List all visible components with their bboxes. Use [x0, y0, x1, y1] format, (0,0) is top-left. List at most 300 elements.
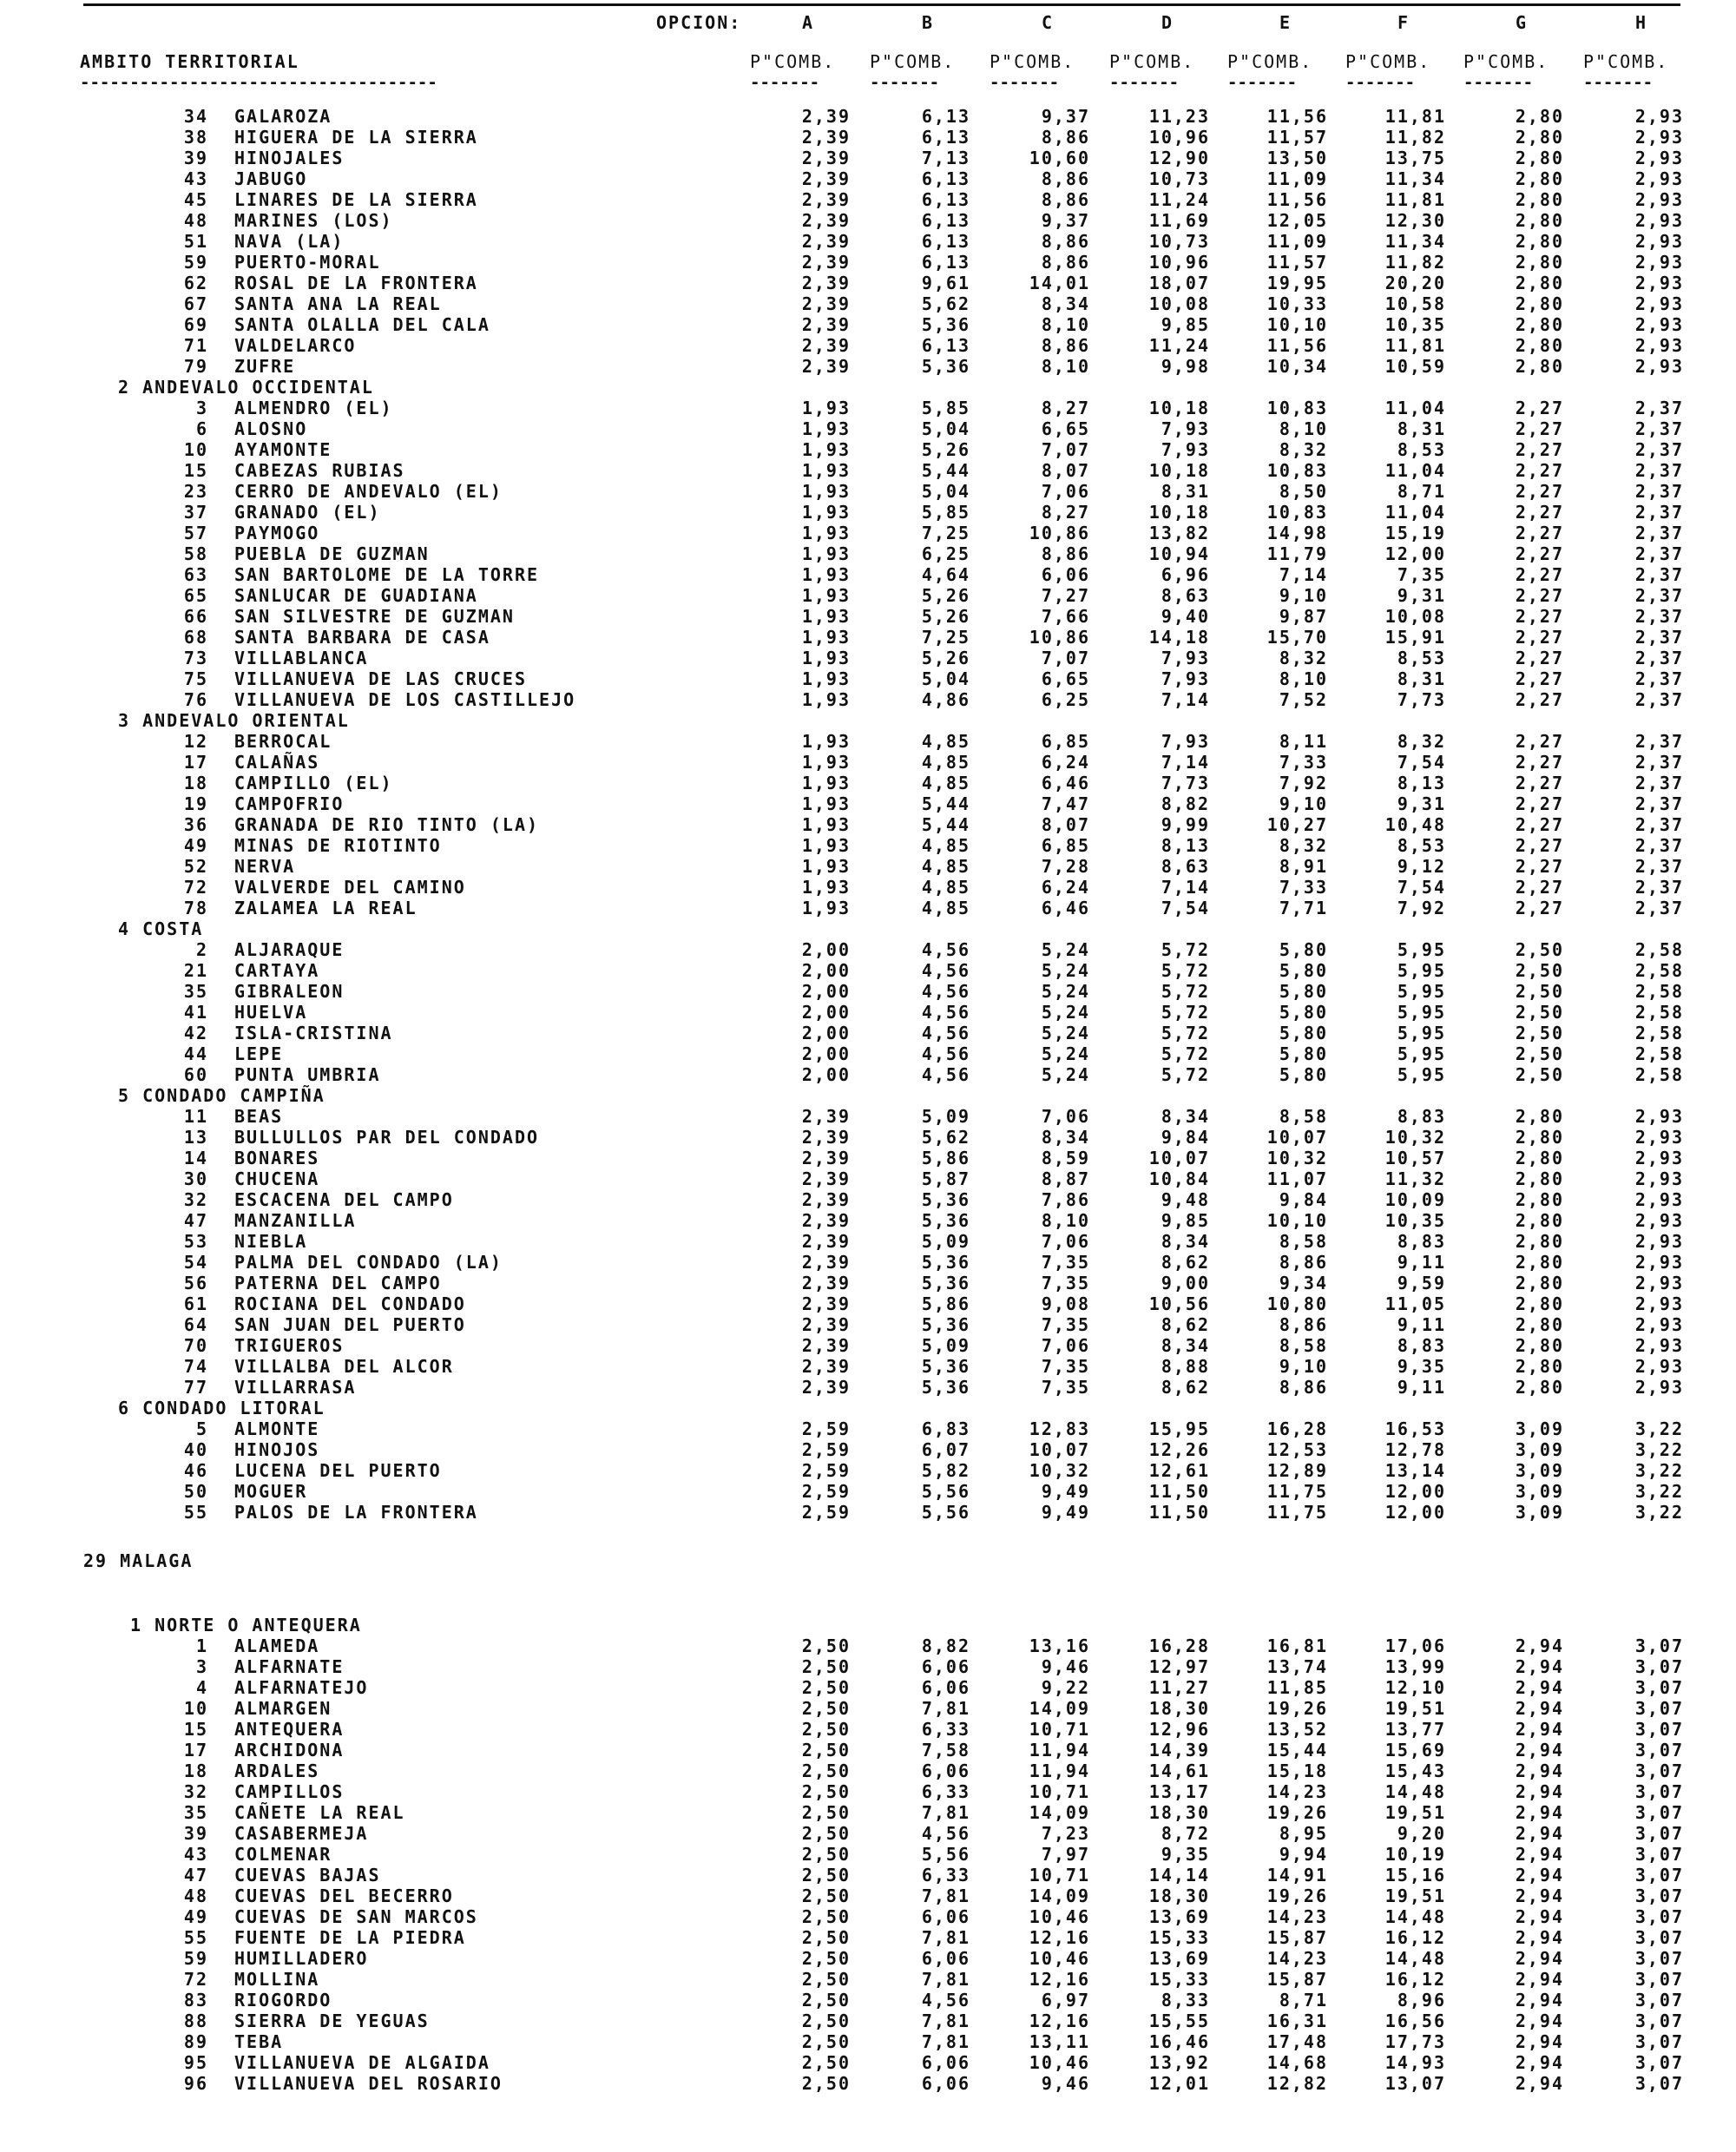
municipality-code: 14 [183, 1148, 208, 1168]
municipality-code: 52 [183, 856, 208, 877]
value-cell-d: 8,63 [1161, 856, 1210, 877]
municipality-name: ROSAL DE LA FRONTERA [234, 273, 478, 293]
value-cell-g: 2,27 [1515, 502, 1564, 523]
value-cell-a: 2,50 [801, 1677, 851, 1698]
value-cell-a: 2,39 [801, 189, 851, 210]
column-underline-a: ------- [750, 76, 820, 89]
value-cell-e: 7,52 [1279, 689, 1328, 710]
value-cell-f: 12,10 [1384, 1677, 1446, 1698]
value-cell-e: 14,23 [1266, 1906, 1328, 1927]
value-cell-d: 5,72 [1161, 960, 1210, 981]
value-cell-a: 2,50 [801, 1865, 851, 1885]
table-row [0, 2011, 1736, 2031]
value-cell-b: 4,56 [921, 1823, 970, 1844]
value-cell-d: 13,69 [1148, 1948, 1210, 1969]
value-cell-c: 14,09 [1029, 1802, 1090, 1823]
table-row [0, 1293, 1736, 1314]
value-cell-b: 5,36 [921, 1273, 970, 1293]
value-cell-f: 14,93 [1384, 2052, 1446, 2073]
value-cell-d: 8,34 [1161, 1335, 1210, 1356]
value-cell-a: 2,59 [801, 1481, 851, 1502]
value-cell-h: 2,37 [1634, 606, 1684, 627]
top-rule [83, 3, 1680, 6]
value-cell-g: 2,80 [1515, 106, 1564, 127]
table-row [0, 1189, 1736, 1210]
value-cell-f: 13,77 [1384, 1719, 1446, 1740]
value-cell-a: 2,50 [801, 1656, 851, 1677]
value-cell-e: 15,44 [1266, 1740, 1328, 1760]
table-row [0, 793, 1736, 814]
value-cell-g: 2,27 [1515, 752, 1564, 773]
value-cell-h: 2,37 [1634, 523, 1684, 543]
value-cell-b: 4,56 [921, 981, 970, 1002]
municipality-code: 30 [183, 1168, 208, 1189]
value-cell-h: 2,93 [1634, 1356, 1684, 1377]
value-cell-h: 2,93 [1634, 1189, 1684, 1210]
value-cell-d: 7,93 [1161, 439, 1210, 460]
value-cell-g: 2,27 [1515, 689, 1564, 710]
value-cell-a: 1,93 [801, 835, 851, 856]
municipality-name: TRIGUEROS [234, 1335, 345, 1356]
value-cell-a: 1,93 [801, 418, 851, 439]
municipality-name: VILLABLANCA [234, 648, 369, 668]
municipality-name: GRANADA DE RIO TINTO (LA) [234, 814, 540, 835]
value-cell-e: 7,14 [1279, 564, 1328, 585]
value-cell-b: 5,04 [921, 668, 970, 689]
value-cell-h: 3,07 [1634, 1948, 1684, 1969]
value-cell-f: 7,35 [1397, 564, 1446, 585]
value-cell-f: 19,51 [1384, 1885, 1446, 1906]
value-cell-a: 2,50 [801, 1823, 851, 1844]
value-cell-e: 11,75 [1266, 1481, 1328, 1502]
value-cell-h: 3,07 [1634, 1823, 1684, 1844]
municipality-name: GIBRALEON [234, 981, 345, 1002]
value-cell-b: 7,81 [921, 1802, 970, 1823]
municipality-code: 32 [183, 1189, 208, 1210]
municipality-name: ALFARNATE [234, 1656, 345, 1677]
value-cell-g: 2,27 [1515, 731, 1564, 752]
value-cell-f: 13,14 [1384, 1460, 1446, 1481]
group-heading: 3 ANDEVALO ORIENTAL [118, 710, 350, 731]
table-row [0, 1023, 1736, 1043]
value-cell-b: 5,04 [921, 418, 970, 439]
table-row [0, 856, 1736, 877]
value-cell-g: 2,94 [1515, 1635, 1564, 1656]
value-cell-g: 2,27 [1515, 898, 1564, 918]
value-cell-e: 9,94 [1279, 1844, 1328, 1865]
value-cell-b: 7,25 [921, 523, 970, 543]
value-cell-e: 19,26 [1266, 1885, 1328, 1906]
table-row [0, 1802, 1736, 1823]
value-cell-c: 8,87 [1041, 1168, 1090, 1189]
value-cell-h: 2,37 [1634, 752, 1684, 773]
municipality-code: 39 [183, 148, 208, 168]
value-cell-h: 2,93 [1634, 1231, 1684, 1252]
value-cell-f: 10,59 [1384, 356, 1446, 377]
value-cell-b: 6,13 [921, 168, 970, 189]
table-row [0, 106, 1736, 127]
municipality-name: MANZANILLA [234, 1210, 357, 1231]
table-row [0, 1252, 1736, 1273]
table-row [0, 1969, 1736, 1990]
municipality-code: 12 [183, 731, 208, 752]
column-underline-h: ------- [1583, 76, 1654, 89]
value-cell-a: 1,93 [801, 752, 851, 773]
municipality-name: SIERRA DE YEGUAS [234, 2011, 430, 2031]
value-cell-d: 9,84 [1161, 1127, 1210, 1148]
value-cell-g: 2,27 [1515, 773, 1564, 793]
value-cell-a: 2,39 [801, 210, 851, 231]
value-cell-b: 6,13 [921, 335, 970, 356]
value-cell-g: 2,94 [1515, 1740, 1564, 1760]
value-cell-e: 15,18 [1266, 1760, 1328, 1781]
table-row [0, 585, 1736, 606]
value-cell-a: 2,39 [801, 335, 851, 356]
value-cell-f: 11,05 [1384, 1293, 1446, 1314]
municipality-name: CUEVAS BAJAS [234, 1865, 381, 1885]
value-cell-c: 7,27 [1041, 585, 1090, 606]
value-cell-a: 2,50 [801, 1781, 851, 1802]
value-cell-c: 5,24 [1041, 960, 1090, 981]
value-cell-e: 8,10 [1279, 418, 1328, 439]
option-header-f: F [1397, 12, 1410, 33]
value-cell-e: 11,85 [1266, 1677, 1328, 1698]
municipality-name: SANTA OLALLA DEL CALA [234, 314, 490, 335]
value-cell-h: 2,37 [1634, 773, 1684, 793]
value-cell-e: 7,92 [1279, 773, 1328, 793]
value-cell-e: 8,50 [1279, 481, 1328, 502]
value-cell-b: 5,85 [921, 398, 970, 418]
value-cell-g: 2,80 [1515, 1210, 1564, 1231]
value-cell-h: 3,22 [1634, 1439, 1684, 1460]
municipality-code: 74 [183, 1356, 208, 1377]
value-cell-g: 2,27 [1515, 523, 1564, 543]
municipality-name: CAMPOFRIO [234, 793, 345, 814]
value-cell-h: 2,93 [1634, 1168, 1684, 1189]
value-cell-e: 8,32 [1279, 439, 1328, 460]
table-row [0, 1210, 1736, 1231]
value-cell-g: 2,94 [1515, 2031, 1564, 2052]
municipality-name: VILLANUEVA DE LAS CRUCES [234, 668, 527, 689]
municipality-name: PUEBLA DE GUZMAN [234, 543, 430, 564]
value-cell-a: 2,39 [801, 231, 851, 252]
municipality-code: 17 [183, 1740, 208, 1760]
value-cell-d: 8,62 [1161, 1377, 1210, 1398]
value-cell-a: 2,39 [801, 168, 851, 189]
value-cell-d: 10,08 [1148, 293, 1210, 314]
value-cell-e: 12,05 [1266, 210, 1328, 231]
table-row [0, 1106, 1736, 1127]
value-cell-b: 6,06 [921, 1948, 970, 1969]
value-cell-b: 5,26 [921, 606, 970, 627]
value-cell-c: 8,10 [1041, 356, 1090, 377]
table-row [0, 1356, 1736, 1377]
value-cell-c: 7,06 [1041, 1335, 1090, 1356]
municipality-code: 35 [183, 981, 208, 1002]
value-cell-c: 10,07 [1029, 1439, 1090, 1460]
value-cell-e: 14,98 [1266, 523, 1328, 543]
value-cell-h: 3,07 [1634, 2052, 1684, 2073]
value-cell-c: 8,27 [1041, 398, 1090, 418]
value-cell-d: 9,48 [1161, 1189, 1210, 1210]
value-cell-c: 6,97 [1041, 1990, 1090, 2011]
value-cell-d: 8,88 [1161, 1356, 1210, 1377]
table-row [0, 1740, 1736, 1760]
value-cell-h: 3,22 [1634, 1502, 1684, 1523]
value-cell-a: 2,50 [801, 1990, 851, 2011]
value-cell-d: 5,72 [1161, 981, 1210, 1002]
value-cell-g: 2,50 [1515, 1002, 1564, 1023]
value-cell-h: 2,37 [1634, 439, 1684, 460]
value-cell-h: 3,07 [1634, 1698, 1684, 1719]
value-cell-e: 14,68 [1266, 2052, 1328, 2073]
value-cell-e: 10,83 [1266, 460, 1328, 481]
table-row [0, 1231, 1736, 1252]
table-row [0, 481, 1736, 502]
value-cell-c: 12,16 [1029, 2011, 1090, 2031]
value-cell-c: 9,49 [1041, 1481, 1090, 1502]
value-cell-g: 2,94 [1515, 1927, 1564, 1948]
municipality-name: BEAS [234, 1106, 284, 1127]
value-cell-g: 2,27 [1515, 606, 1564, 627]
value-cell-f: 8,83 [1397, 1335, 1446, 1356]
municipality-name: HUELVA [234, 1002, 308, 1023]
value-cell-e: 17,48 [1266, 2031, 1328, 2052]
value-cell-g: 2,94 [1515, 1969, 1564, 1990]
table-row [0, 231, 1736, 252]
value-cell-f: 19,51 [1384, 1698, 1446, 1719]
municipality-name: NAVA (LA) [234, 231, 345, 252]
value-cell-d: 8,82 [1161, 793, 1210, 814]
value-cell-e: 8,32 [1279, 648, 1328, 668]
value-cell-d: 9,99 [1161, 814, 1210, 835]
municipality-name: BERROCAL [234, 731, 332, 752]
value-cell-a: 2,00 [801, 1023, 851, 1043]
value-cell-b: 6,25 [921, 543, 970, 564]
value-cell-h: 2,93 [1634, 335, 1684, 356]
value-cell-h: 2,93 [1634, 1127, 1684, 1148]
value-cell-h: 2,37 [1634, 731, 1684, 752]
value-cell-b: 7,13 [921, 148, 970, 168]
value-cell-h: 2,37 [1634, 564, 1684, 585]
value-cell-f: 5,95 [1397, 1023, 1446, 1043]
value-cell-b: 5,86 [921, 1148, 970, 1168]
value-cell-g: 2,94 [1515, 1760, 1564, 1781]
value-cell-h: 3,07 [1634, 1781, 1684, 1802]
value-cell-f: 11,34 [1384, 231, 1446, 252]
value-cell-d: 7,93 [1161, 668, 1210, 689]
table-row [0, 1927, 1736, 1948]
value-cell-b: 4,56 [921, 1064, 970, 1085]
value-cell-f: 10,58 [1384, 293, 1446, 314]
municipality-code: 51 [183, 231, 208, 252]
value-cell-g: 2,80 [1515, 1356, 1564, 1377]
value-cell-g: 2,50 [1515, 1064, 1564, 1085]
value-cell-h: 2,37 [1634, 418, 1684, 439]
value-cell-c: 9,46 [1041, 2073, 1090, 2094]
table-row [0, 1002, 1736, 1023]
municipality-name: ARDALES [234, 1760, 320, 1781]
value-cell-c: 13,11 [1029, 2031, 1090, 2052]
value-cell-d: 8,13 [1161, 835, 1210, 856]
value-cell-g: 3,09 [1515, 1439, 1564, 1460]
value-cell-g: 2,80 [1515, 210, 1564, 231]
table-row [0, 314, 1736, 335]
municipality-name: PALOS DE LA FRONTERA [234, 1502, 478, 1523]
value-cell-h: 2,37 [1634, 398, 1684, 418]
value-cell-b: 5,36 [921, 1377, 970, 1398]
value-cell-a: 2,00 [801, 960, 851, 981]
value-cell-a: 2,59 [801, 1502, 851, 1523]
value-cell-f: 10,35 [1384, 1210, 1446, 1231]
value-cell-g: 2,27 [1515, 814, 1564, 835]
value-cell-c: 6,46 [1041, 898, 1090, 918]
municipality-code: 18 [183, 1760, 208, 1781]
value-cell-g: 2,80 [1515, 1252, 1564, 1273]
table-row [0, 648, 1736, 668]
province-heading: 29 MALAGA [83, 1550, 194, 1571]
municipality-code: 19 [183, 793, 208, 814]
municipality-code: 44 [183, 1043, 208, 1064]
table-row [0, 1127, 1736, 1148]
value-cell-f: 10,57 [1384, 1148, 1446, 1168]
value-cell-b: 5,09 [921, 1335, 970, 1356]
value-cell-h: 2,37 [1634, 585, 1684, 606]
value-cell-f: 5,95 [1397, 981, 1446, 1002]
value-cell-b: 4,56 [921, 1990, 970, 2011]
value-cell-c: 6,65 [1041, 668, 1090, 689]
value-cell-f: 14,48 [1384, 1781, 1446, 1802]
municipality-name: SANTA BARBARA DE CASA [234, 627, 490, 648]
value-cell-e: 5,80 [1279, 960, 1328, 981]
value-cell-h: 2,37 [1634, 481, 1684, 502]
municipality-name: ALOSNO [234, 418, 308, 439]
table-row [0, 731, 1736, 752]
value-cell-g: 2,50 [1515, 1023, 1564, 1043]
value-cell-f: 5,95 [1397, 1002, 1446, 1023]
value-cell-e: 11,56 [1266, 335, 1328, 356]
value-cell-h: 2,93 [1634, 1293, 1684, 1314]
value-cell-e: 14,91 [1266, 1865, 1328, 1885]
value-cell-c: 6,85 [1041, 731, 1090, 752]
value-cell-e: 8,58 [1279, 1106, 1328, 1127]
table-row [0, 168, 1736, 189]
value-cell-a: 2,39 [801, 252, 851, 273]
value-cell-h: 3,07 [1634, 2073, 1684, 2094]
municipality-code: 17 [183, 752, 208, 773]
value-cell-d: 8,72 [1161, 1823, 1210, 1844]
value-cell-f: 13,75 [1384, 148, 1446, 168]
value-cell-a: 2,50 [801, 1948, 851, 1969]
value-cell-a: 1,93 [801, 877, 851, 898]
table-row [0, 1823, 1736, 1844]
value-cell-d: 5,72 [1161, 1043, 1210, 1064]
value-cell-f: 11,04 [1384, 502, 1446, 523]
value-cell-b: 5,09 [921, 1106, 970, 1127]
value-cell-e: 9,10 [1279, 585, 1328, 606]
value-cell-d: 9,85 [1161, 314, 1210, 335]
value-cell-a: 1,93 [801, 668, 851, 689]
municipality-name: CERRO DE ANDEVALO (EL) [234, 481, 503, 502]
value-cell-d: 10,07 [1148, 1148, 1210, 1168]
value-cell-f: 9,31 [1397, 793, 1446, 814]
value-cell-e: 15,70 [1266, 627, 1328, 648]
value-cell-c: 10,46 [1029, 1948, 1090, 1969]
value-cell-e: 16,31 [1266, 2011, 1328, 2031]
value-cell-e: 9,34 [1279, 1273, 1328, 1293]
municipality-code: 6 [195, 418, 208, 439]
value-cell-f: 8,83 [1397, 1231, 1446, 1252]
value-cell-a: 2,50 [801, 1760, 851, 1781]
value-cell-c: 5,24 [1041, 1064, 1090, 1085]
table-row [0, 627, 1736, 648]
table-row [0, 1635, 1736, 1656]
group-heading: 6 CONDADO LITORAL [118, 1398, 326, 1418]
value-cell-f: 9,11 [1397, 1252, 1446, 1273]
value-cell-f: 8,32 [1397, 731, 1446, 752]
municipality-code: 48 [183, 210, 208, 231]
value-cell-h: 3,22 [1634, 1418, 1684, 1439]
value-cell-f: 11,82 [1384, 127, 1446, 148]
table-row [0, 1481, 1736, 1502]
value-cell-d: 12,90 [1148, 148, 1210, 168]
value-cell-g: 2,27 [1515, 564, 1564, 585]
municipality-name: PUERTO-MORAL [234, 252, 381, 273]
value-cell-f: 7,92 [1397, 898, 1446, 918]
value-cell-e: 10,10 [1266, 314, 1328, 335]
value-cell-d: 14,39 [1148, 1740, 1210, 1760]
value-cell-a: 2,50 [801, 1635, 851, 1656]
municipality-name: LEPE [234, 1043, 284, 1064]
municipality-code: 88 [183, 2011, 208, 2031]
value-cell-b: 6,13 [921, 210, 970, 231]
table-row [0, 689, 1736, 710]
value-cell-d: 9,98 [1161, 356, 1210, 377]
value-cell-e: 8,86 [1279, 1377, 1328, 1398]
value-cell-h: 2,58 [1634, 1023, 1684, 1043]
table-row [0, 1418, 1736, 1439]
value-cell-c: 8,34 [1041, 1127, 1090, 1148]
value-cell-g: 2,80 [1515, 168, 1564, 189]
value-cell-e: 14,23 [1266, 1948, 1328, 1969]
value-cell-g: 2,94 [1515, 1865, 1564, 1885]
municipality-code: 61 [183, 1293, 208, 1314]
municipality-name: SANLUCAR DE GUADIANA [234, 585, 478, 606]
column-underline-d: ------- [1109, 76, 1180, 89]
value-cell-c: 14,01 [1029, 273, 1090, 293]
value-cell-d: 7,93 [1161, 731, 1210, 752]
municipality-name: ALMARGEN [234, 1698, 332, 1719]
value-cell-g: 2,94 [1515, 1656, 1564, 1677]
value-cell-g: 2,80 [1515, 1168, 1564, 1189]
value-cell-b: 7,81 [921, 1969, 970, 1990]
table-row [0, 1377, 1736, 1398]
table-row [0, 564, 1736, 585]
table-row [0, 2031, 1736, 2052]
value-cell-d: 11,69 [1148, 210, 1210, 231]
value-cell-h: 2,93 [1634, 293, 1684, 314]
value-cell-d: 7,14 [1161, 752, 1210, 773]
municipality-code: 57 [183, 523, 208, 543]
table-row [0, 1906, 1736, 1927]
value-cell-g: 2,27 [1515, 793, 1564, 814]
value-cell-c: 5,24 [1041, 1023, 1090, 1043]
value-cell-e: 5,80 [1279, 981, 1328, 1002]
value-cell-d: 8,33 [1161, 1990, 1210, 2011]
value-cell-e: 10,32 [1266, 1148, 1328, 1168]
value-cell-c: 10,46 [1029, 1906, 1090, 1927]
table-row [0, 210, 1736, 231]
